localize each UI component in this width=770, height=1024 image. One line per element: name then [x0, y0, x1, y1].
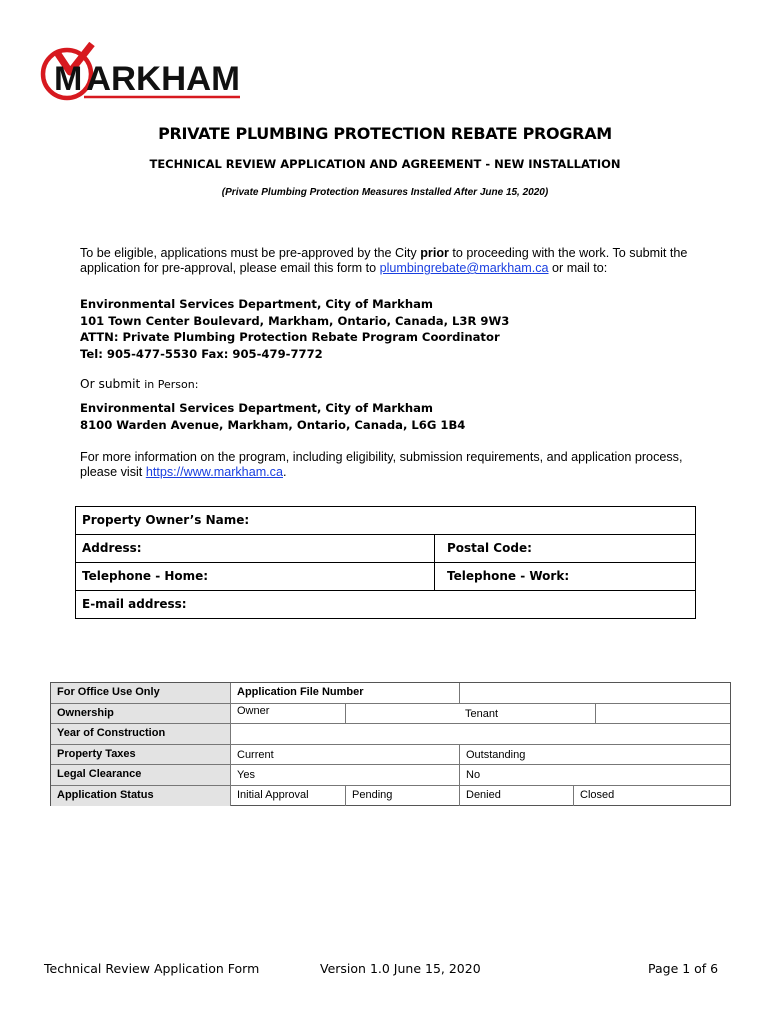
owner-option[interactable]: Owner [237, 704, 270, 717]
intro-bold: prior [420, 246, 449, 260]
owner-info-table [75, 506, 696, 619]
year-construction-label: Year of Construction [51, 724, 231, 744]
intro-text-2: to proceeding with the work. To submit the application for pre-approval, please email this form to [80, 246, 688, 275]
footer-page-number: Page 1 of 6 [648, 961, 719, 976]
owner-checkbox-cell[interactable] [345, 704, 459, 724]
mail-address-line: Tel: 905-477-5530 Fax: 905-479-7772 [80, 346, 323, 361]
office-row [51, 745, 730, 766]
taxes-current-option[interactable]: Current [237, 748, 274, 761]
mail-address-line: Environmental Services Department, City of Markham [80, 297, 434, 311]
app-status-label: Application Status [51, 786, 231, 807]
app-file-number-field[interactable] [459, 683, 730, 703]
page-title: PRIVATE PLUMBING PROTECTION REBATE PROGRAM [158, 124, 612, 143]
tenant-option[interactable]: Tenant [465, 707, 499, 720]
email-address-field[interactable]: E-mail address: [82, 597, 187, 611]
email-row [76, 591, 695, 619]
more-info-text: For more information on the program, including eligibility, submission requirements, and application process, please visit [80, 450, 683, 479]
app-file-number-label: Application File Number [237, 686, 364, 698]
person-address-line: 8100 Warden Avenue, Markham, Ontario, Canada, L6G 1B4 [80, 417, 466, 432]
address-field[interactable]: Address: [82, 541, 142, 555]
email-link[interactable]: plumbingrebate@markham.ca [379, 261, 549, 275]
status-pending[interactable]: Pending [345, 786, 459, 807]
logo-wordmark: ARKHAM [86, 60, 240, 98]
legal-clearance-label: Legal Clearance [51, 765, 231, 785]
tenant-checkbox-cell[interactable] [595, 704, 695, 724]
office-row [51, 786, 730, 807]
office-row [51, 704, 730, 725]
property-taxes-label: Property Taxes [51, 745, 231, 765]
in-person-text-b: in Person: [144, 378, 199, 391]
office-use-table [50, 682, 731, 806]
intro-text-1: To be eligible, applications must be pre-approved by the City [80, 246, 421, 260]
taxes-outstanding-option[interactable]: Outstanding [459, 745, 730, 765]
page-note: (Private Plumbing Protection Measures Installed After June 15, 2020) [221, 187, 549, 198]
office-use-label: For Office Use Only [51, 683, 231, 703]
footer-version: Version 1.0 June 15, 2020 [320, 961, 481, 976]
phone-home-field[interactable]: Telephone - Home: [82, 569, 209, 583]
svg-text:M: M [54, 60, 83, 98]
year-construction-field[interactable] [231, 724, 730, 744]
ownership-label: Ownership [51, 704, 231, 724]
status-denied[interactable]: Denied [459, 786, 573, 807]
intro-text-3: or mail to: [548, 261, 608, 275]
more-info-paragraph [80, 450, 720, 480]
mail-address-block [80, 296, 509, 362]
markham-logo-mark [40, 42, 250, 104]
office-row [51, 765, 730, 786]
intro-paragraph [80, 246, 720, 276]
legal-yes-option[interactable]: Yes [237, 769, 255, 781]
address-row [76, 535, 695, 563]
page-subtitle: TECHNICAL REVIEW APPLICATION AND AGREEMENT - NEW INSTALLATION [149, 157, 621, 171]
office-row [51, 724, 730, 745]
footer-form-name: Technical Review Application Form [44, 961, 260, 976]
website-link[interactable]: https://www.markham.ca [145, 465, 283, 479]
postal-code-field[interactable]: Postal Code: [434, 535, 695, 562]
more-info-end: . [283, 465, 287, 479]
phone-work-field[interactable]: Telephone - Work: [434, 563, 695, 590]
person-address-block [80, 400, 465, 433]
status-initial-approval[interactable]: Initial Approval [237, 788, 309, 801]
markham-logo [40, 42, 250, 104]
status-closed[interactable]: Closed [573, 786, 730, 807]
legal-no-option[interactable]: No [459, 765, 730, 785]
mail-address-line: ATTN: Private Plumbing Protection Rebate Program Coordinator [80, 330, 500, 344]
telephone-row [76, 563, 695, 591]
office-row [51, 683, 730, 704]
person-address-line: Environmental Services Department, City of Markham [80, 401, 434, 415]
in-person-text-a: Or submit [80, 377, 145, 391]
mail-address-line: 101 Town Center Boulevard, Markham, Ontario, Canada, L3R 9W3 [80, 313, 510, 328]
in-person-label [80, 377, 720, 392]
owner-name-row [76, 507, 695, 535]
owner-name-field[interactable]: Property Owner’s Name: [82, 513, 250, 527]
